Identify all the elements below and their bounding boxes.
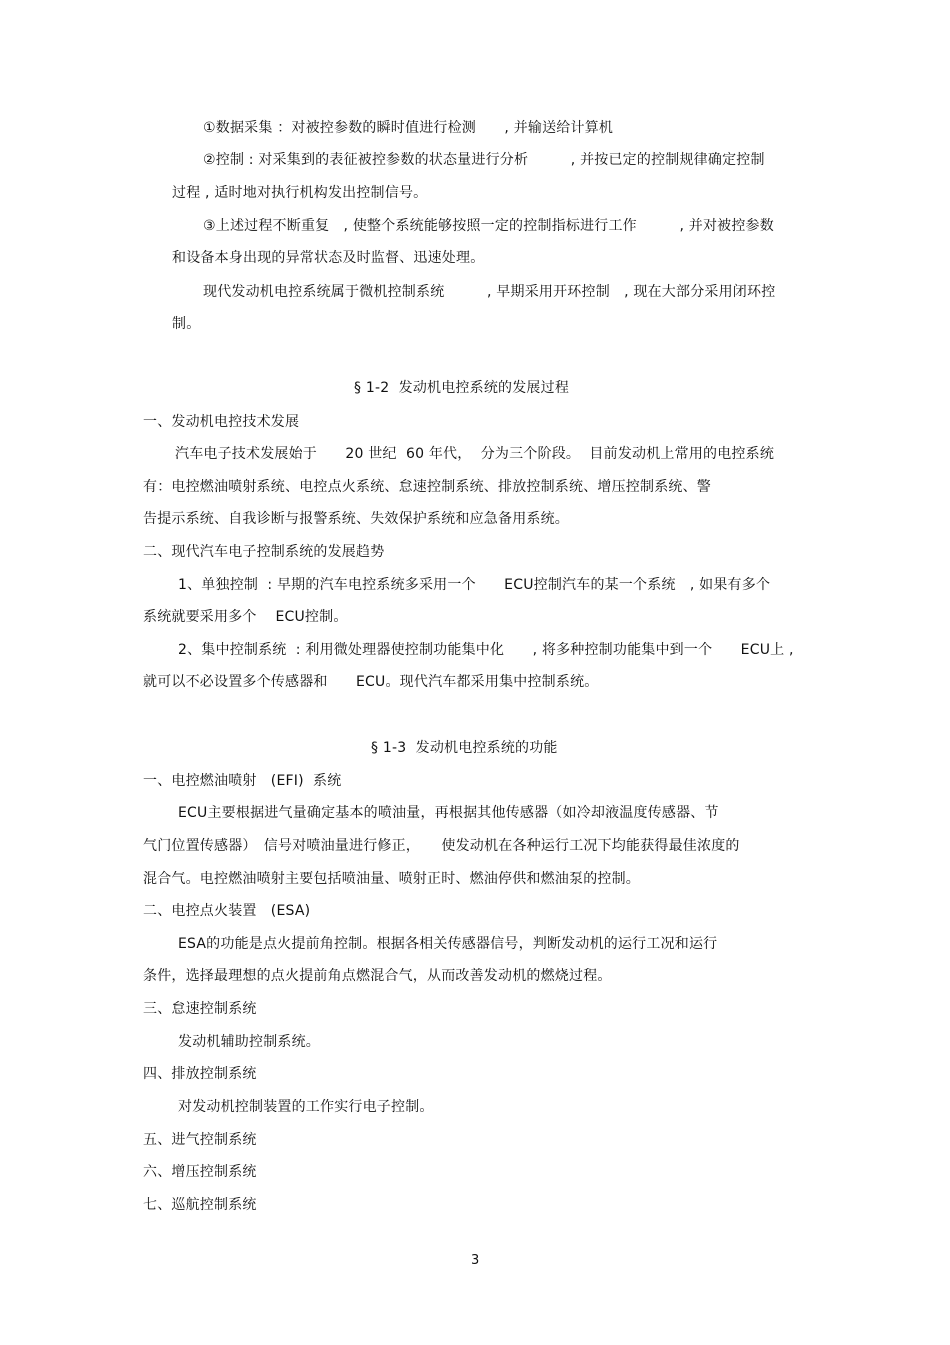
paragraph-development-line3: 告提示系统、自我诊断与报警系统、失效保护系统和应急备用系统。: [143, 511, 569, 527]
paragraph-efi-line3: 混合气。电控燃油喷射主要包括喷油量、喷射正时、燃油停供和燃油泵的控制。: [143, 871, 640, 887]
paragraph-development-line1: 汽车电子技术发展始于 20 世纪 60 年代， 分为三个阶段。 目前发动机上常用的电控系统: [175, 446, 775, 462]
paragraph-control-line2: 过程 , 适时地对执行机构发出控制信号。: [172, 185, 428, 201]
subheading-efi: 一、电控燃油喷射 (EFI) 系统: [143, 773, 342, 789]
subheading-emission: 四、排放控制系统: [143, 1066, 257, 1082]
paragraph-data-acquisition: ①数据采集 ：对被控参数的瞬时值进行检测 , 并输送给计算机: [203, 120, 614, 136]
paragraph-efi-line1: ECU主要根据进气量确定基本的喷油量，再根据其他传感器（如冷却液温度传感器、节: [178, 805, 719, 821]
subheading-idle: 三、怠速控制系统: [143, 1001, 257, 1017]
paragraph-esa-line1: ESA的功能是点火提前角控制。根据各相关传感器信号，判断发动机的运行工况和运行: [178, 936, 718, 952]
subheading-boost: 六、增压控制系统: [143, 1164, 257, 1180]
paragraph-control-line1: ②控制 : 对采集到的表征被控参数的状态量进行分析 , 并按已定的控制规律确定控制: [203, 152, 765, 168]
section-heading-1-3: § 1-3 发动机电控系统的功能: [371, 740, 558, 756]
paragraph-repeat-line1: ③上述过程不断重复 , 使整个系统能够按照一定的控制指标进行工作 , 并对被控参数: [203, 218, 774, 234]
paragraph-development-line2: 有：电控燃油喷射系统、电控点火系统、怠速控制系统、排放控制系统、增压控制系统、警: [143, 479, 711, 495]
paragraph-efi-line2: 气门位置传感器） 信号对喷油量进行修正， 使发动机在各种运行工况下均能获得最佳浓度的: [143, 838, 740, 854]
paragraph-repeat-line2: 和设备本身出现的异常状态及时监督、迅速处理。: [172, 250, 485, 266]
subheading-trend: 二、现代汽车电子控制系统的发展趋势: [143, 544, 385, 560]
subheading-intake: 五、进气控制系统: [143, 1132, 257, 1148]
subheading-development: 一、发动机电控技术发展: [143, 414, 300, 430]
paragraph-emission: 对发动机控制装置的工作实行电子控制。: [178, 1099, 434, 1115]
paragraph-single-control-line2: 系统就要采用多个 ECU控制。: [143, 609, 348, 625]
subheading-esa: 二、电控点火装置 (ESA): [143, 903, 311, 919]
page-number: 3: [471, 1253, 480, 1268]
paragraph-idle: 发动机辅助控制系统。: [178, 1034, 320, 1050]
section-heading-1-2: § 1-2 发动机电控系统的发展过程: [354, 380, 570, 396]
paragraph-esa-line2: 条件，选择最理想的点火提前角点燃混合气，从而改善发动机的燃烧过程。: [143, 968, 612, 984]
paragraph-central-control-line1: 2、集中控制系统 : 利用微处理器使控制功能集中化 , 将多种控制功能集中到一个 ECU上 ,: [178, 642, 794, 658]
paragraph-modern-line2: 制。: [172, 316, 201, 332]
paragraph-central-control-line2: 就可以不必设置多个传感器和 ECU。现代汽车都采用集中控制系统。: [143, 674, 599, 690]
paragraph-single-control-line1: 1、单独控制 : 早期的汽车电控系统多采用一个 ECU控制汽车的某一个系统 , 如果有多个: [178, 577, 771, 593]
paragraph-modern-line1: 现代发动机电控系统属于微机控制系统 , 早期采用开环控制 , 现在大部分采用闭环控: [203, 284, 776, 300]
subheading-cruise: 七、巡航控制系统: [143, 1197, 257, 1213]
